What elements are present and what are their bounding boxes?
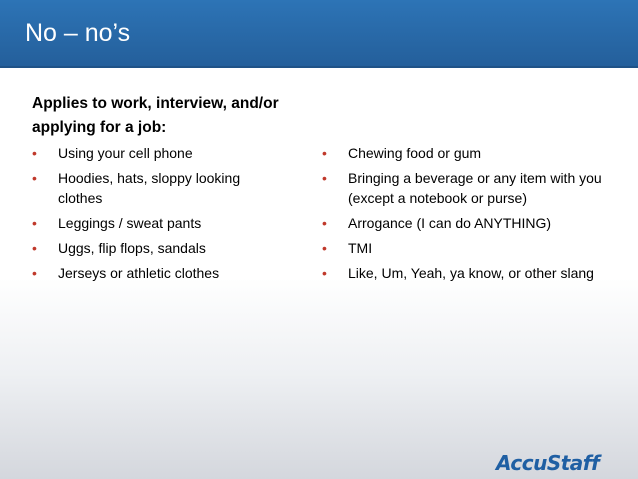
bullet-icon: •	[322, 170, 327, 186]
accustaff-logo: AccuStaff	[496, 451, 600, 475]
bullet-icon: •	[322, 215, 327, 231]
bullet-icon: •	[32, 215, 37, 231]
bullet-icon: •	[32, 145, 37, 161]
left-bullet-list	[32, 143, 282, 288]
bullet-icon: •	[32, 170, 37, 186]
title-bar	[0, 0, 638, 68]
list-item	[322, 263, 602, 283]
list-item	[32, 263, 282, 283]
list-item-text: Jerseys or athletic clothes	[58, 265, 220, 281]
bullet-icon: •	[322, 265, 327, 281]
list-item	[32, 238, 282, 258]
list-item-text: Bringing a beverage or any item with you (except a notebook or purse)	[348, 170, 602, 206]
slide-subtitle: Applies to work, interview, and/or applying for a job:	[32, 95, 279, 136]
list-item	[322, 143, 602, 163]
bullet-icon: •	[32, 240, 37, 256]
list-item-text: Arrogance (I can do ANYTHING)	[348, 215, 552, 231]
list-item-text: Chewing food or gum	[348, 145, 482, 161]
right-bullet-list	[322, 143, 602, 288]
bullet-icon: •	[32, 265, 37, 281]
list-item	[322, 213, 602, 233]
list-item-text: Uggs, flip flops, sandals	[58, 240, 206, 256]
list-item	[32, 168, 282, 208]
list-item-text: Hoodies, hats, sloppy looking clothes	[58, 170, 241, 206]
list-item-text: Using your cell phone	[58, 145, 193, 161]
bullet-icon: •	[322, 240, 327, 256]
list-item-text: TMI	[348, 240, 373, 256]
list-item-text: Leggings / sweat pants	[58, 215, 202, 231]
list-item	[322, 238, 602, 258]
bullet-icon: •	[322, 145, 327, 161]
list-item	[32, 213, 282, 233]
slide-title: No – no’s	[25, 19, 131, 47]
list-item	[322, 168, 602, 208]
list-item-text: Like, Um, Yeah, ya know, or other slang	[348, 265, 594, 281]
list-item	[32, 143, 282, 163]
